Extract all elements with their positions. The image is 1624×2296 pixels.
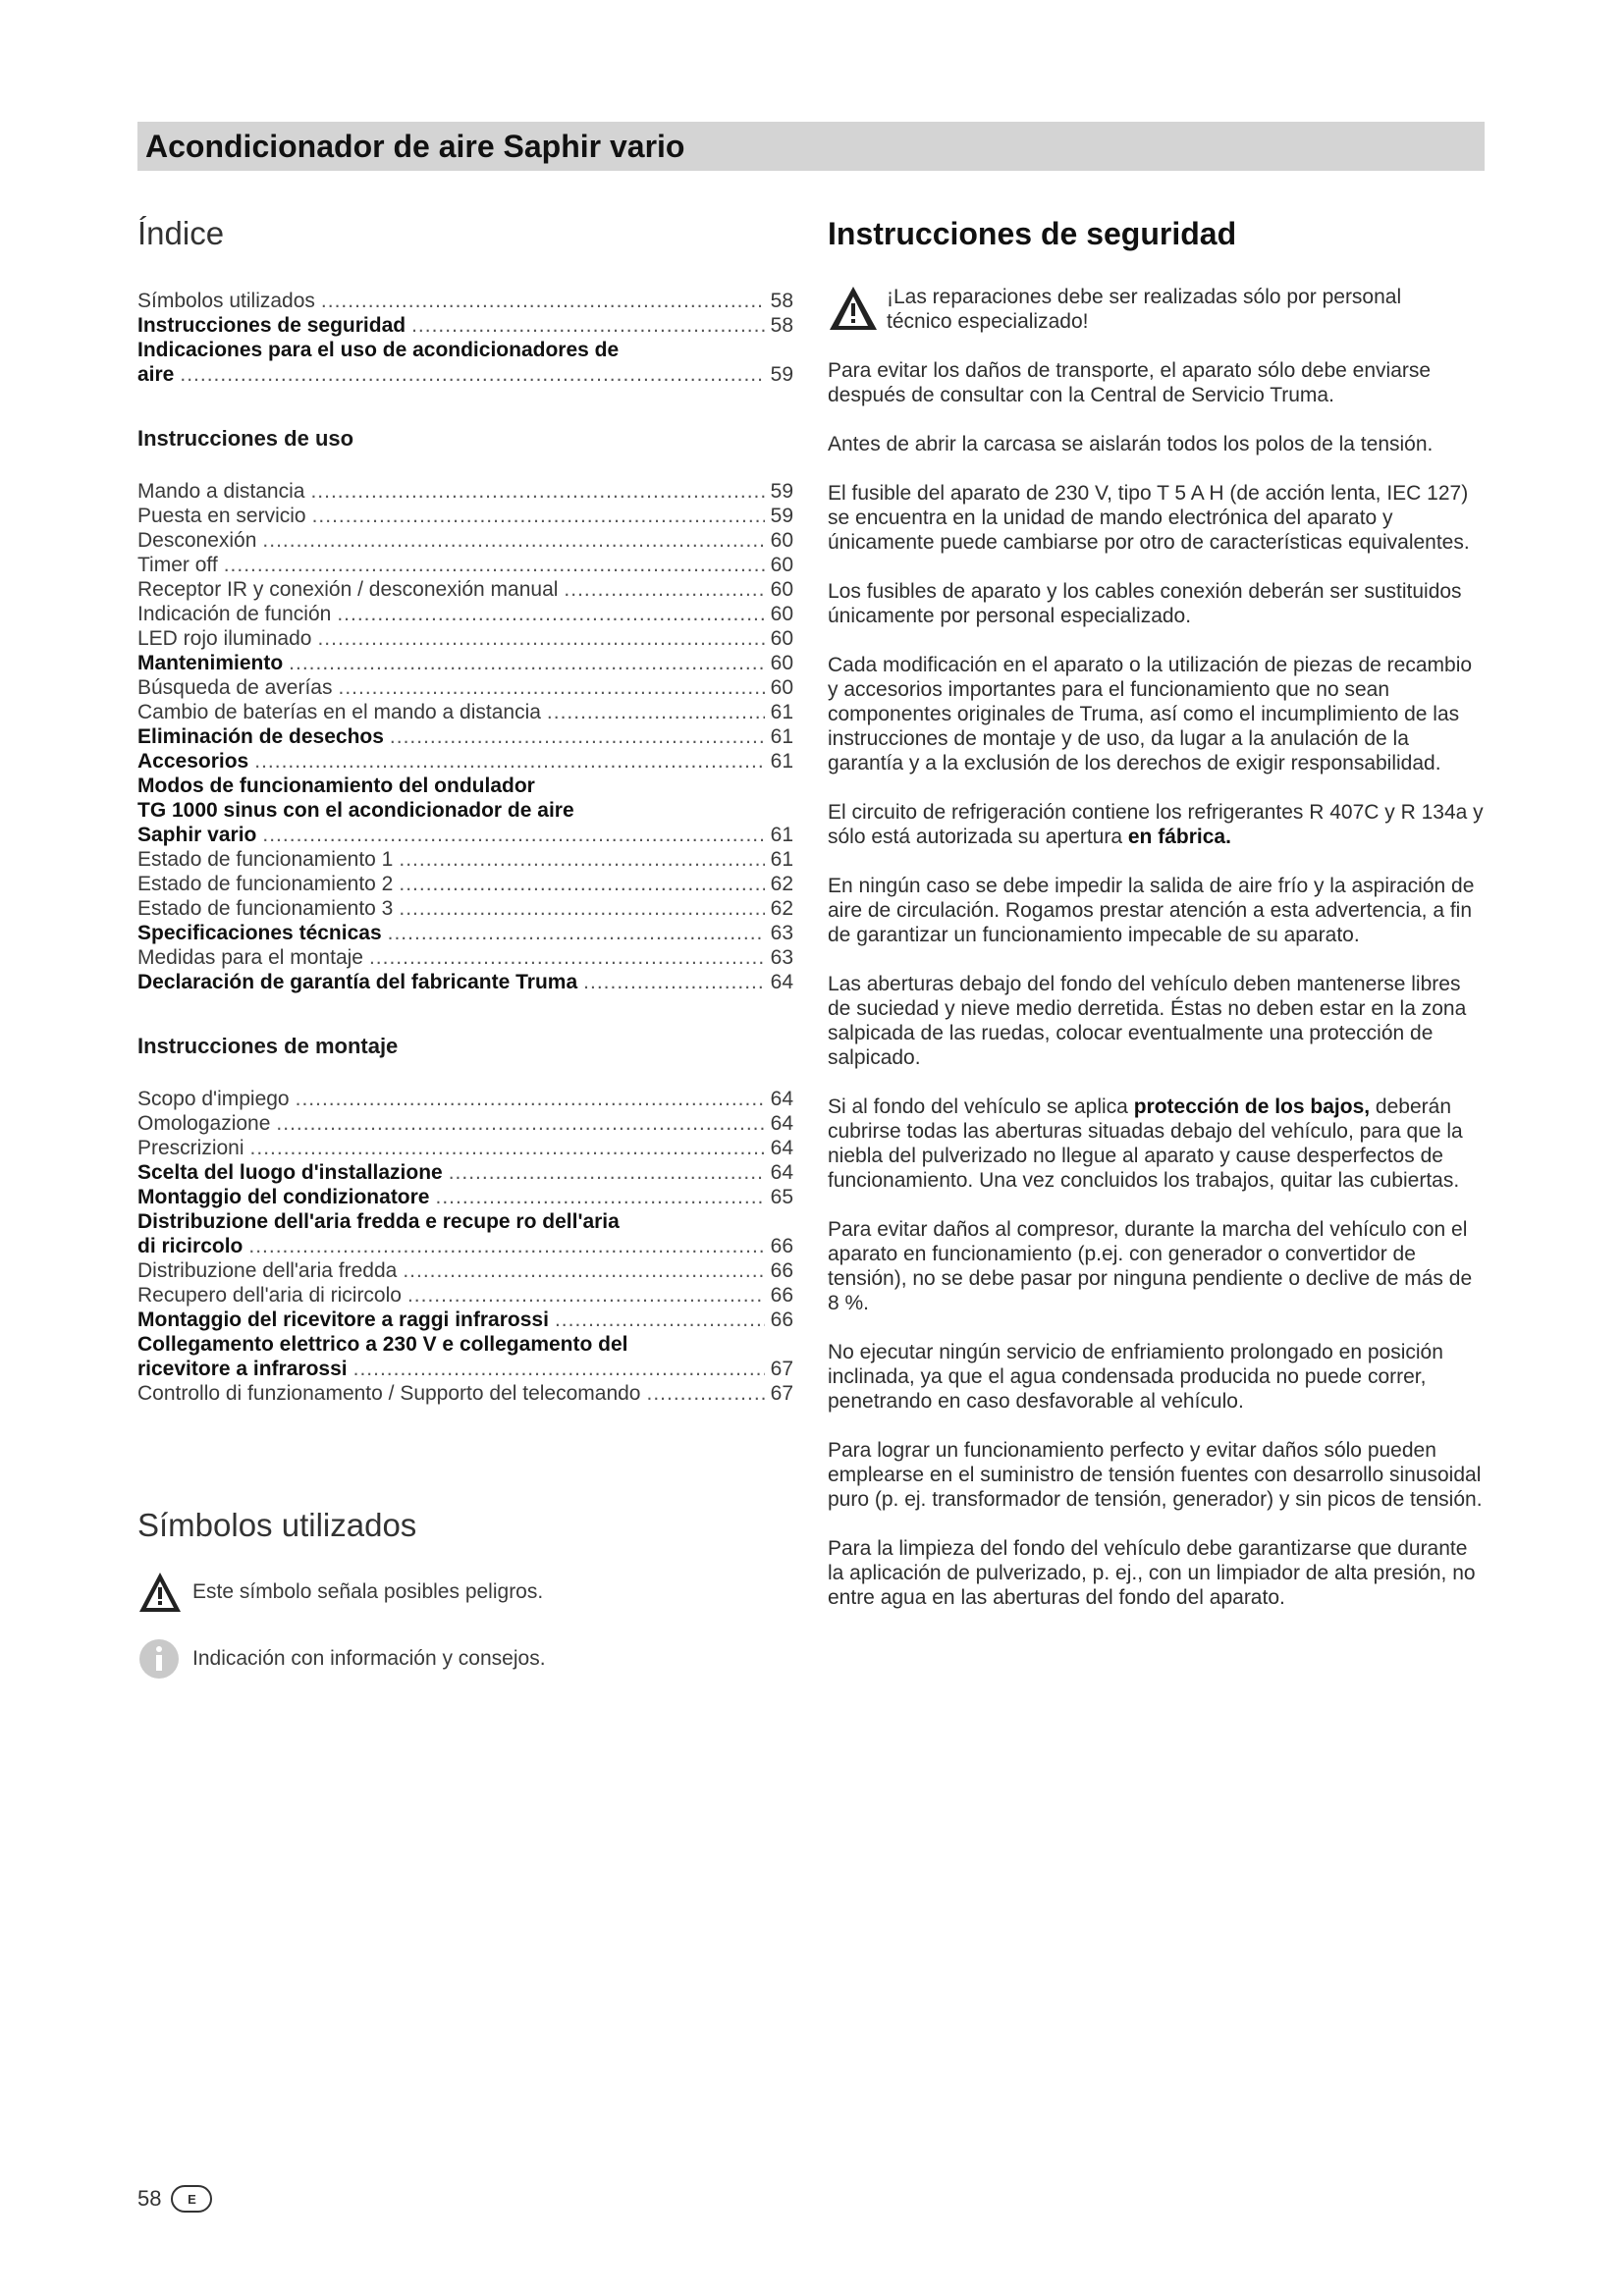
toc-leader [555, 1308, 765, 1332]
toc-entry[interactable] [137, 896, 793, 921]
toc-leader [254, 749, 764, 774]
safety-paragraph [828, 800, 1485, 849]
toc-entry[interactable] [137, 823, 793, 847]
toc-entry-page: 66 [770, 1284, 793, 1307]
info-symbol-row [137, 1637, 793, 1681]
toc-entry-page: 61 [770, 848, 793, 871]
toc-entry-page: 58 [770, 314, 793, 337]
warning-symbol-text: Este símbolo señala posibles peligros. [192, 1580, 544, 1603]
toc-entry[interactable] [137, 675, 793, 700]
toc-entry-page: 64 [770, 971, 793, 993]
toc-entry-page: 64 [770, 1137, 793, 1159]
toc-entry-text: ricevitore a infrarossi [137, 1358, 348, 1380]
toc-entry[interactable] [137, 479, 793, 504]
toc-entry-page: 64 [770, 1088, 793, 1110]
toc-entry-text: Desconexión [137, 529, 257, 552]
toc-leader [310, 479, 764, 504]
toc-leader [390, 724, 765, 749]
toc-leader [399, 896, 764, 921]
toc-leader [262, 528, 764, 553]
info-symbol-text: Indicación con información y consejos. [192, 1647, 546, 1670]
toc-entry[interactable] [137, 553, 793, 577]
toc-heading-uso: Instrucciones de uso [137, 426, 354, 451]
safety-paragraph: El fusible del aparato de 230 V, tipo T 5 A H (de acción lenta, IEC 127) se encuentra en la unidad de mando electrónica del aparato y únicamente puede cambiarse por otro de características equivalentes. [828, 482, 1470, 554]
index-title: Índice [137, 215, 225, 251]
paragraph-text: Si al fondo del vehículo se aplica [828, 1095, 1134, 1118]
toc-entry-page: 59 [770, 480, 793, 503]
toc-leader [250, 1136, 765, 1160]
toc-entry-page: 61 [770, 750, 793, 773]
safety-paragraph: No ejecutar ningún servicio de enfriamiento prolongado en posición inclinada, ya que el agua condensada producida no puede correr, penetrando en caso desfavorable al vehículo. [828, 1341, 1443, 1413]
toc-entry[interactable]: Indicaciones para el uso de acondicionadores de [137, 339, 620, 361]
toc-leader [180, 362, 764, 387]
toc-entry[interactable] [137, 1283, 793, 1308]
toc-entry-text: di ricircolo [137, 1235, 244, 1257]
toc-leader [407, 1283, 765, 1308]
safety-title: Instrucciones de seguridad [828, 216, 1237, 251]
toc-entry-text: Estado de funcionamiento 1 [137, 848, 394, 871]
toc-entry-page: 60 [770, 627, 793, 650]
toc-entry[interactable] [137, 528, 793, 553]
safety-paragraph: Para evitar daños al compresor, durante la marcha del vehículo con el aparato en funcionamiento (p.ej. con generador o convertidor de tensión), no se debe pasar por ninguna pendiente o declive de más de 8 %. [828, 1218, 1473, 1314]
toc-entry[interactable]: Distribuzione dell'aria fredda e recupe ro dell'aria [137, 1210, 620, 1233]
toc-entry[interactable] [137, 626, 793, 651]
toc-entry-page: 61 [770, 824, 793, 846]
toc-entry[interactable] [137, 362, 793, 387]
safety-paragraph: Cada modificación en el aparato o la utilización de piezas de recambio y accesorios importantes para el funcionamiento que no sean componentes originales de Truma, así como el incumplimiento de las instrucciones de montaje y de uso, da lugar a la anulación de la garantía y a la exclusión de los derechos de exigir responsabilidad. [828, 654, 1473, 774]
toc-entry-text: Recupero dell'aria di ricircolo [137, 1284, 402, 1307]
toc-entry-text: Accesorios [137, 750, 249, 773]
toc-entry[interactable] [137, 1185, 793, 1209]
toc-entry-page: 60 [770, 578, 793, 601]
warning-triangle-icon [137, 1571, 183, 1614]
toc-entry[interactable] [137, 1136, 793, 1160]
symbols-title: Símbolos utilizados [137, 1507, 417, 1543]
toc-leader [321, 289, 765, 313]
toc-entry[interactable] [137, 1087, 793, 1111]
toc-entry[interactable] [137, 1234, 793, 1258]
symbols-section [137, 1504, 793, 1681]
toc-entry-text: Declaración de garantía del fabricante Truma [137, 971, 578, 993]
safety-warning [828, 285, 1485, 334]
toc-leader [312, 504, 765, 528]
toc-entry-page: 66 [770, 1235, 793, 1257]
toc-leader [248, 1234, 764, 1258]
toc-entry-page: 58 [770, 290, 793, 312]
toc-leader [399, 872, 764, 896]
paragraph-text: El circuito de refrigeración contiene los refrigerantes R 407C y R 134a y sólo está autorizada su apertura [828, 801, 1484, 848]
toc-leader [436, 1185, 765, 1209]
info-icon [137, 1637, 183, 1681]
toc-entry-text: Prescrizioni [137, 1137, 244, 1159]
toc-entry[interactable]: Collegamento elettrico a 230 V e collegamento del [137, 1333, 628, 1356]
toc-entry-text: Distribuzione dell'aria fredda [137, 1259, 398, 1282]
toc-entry-text: Estado de funcionamiento 3 [137, 897, 394, 920]
toc-entry-text: aire [137, 363, 175, 386]
toc-entry[interactable] [137, 970, 793, 994]
toc-entry-page: 67 [770, 1358, 793, 1380]
safety-paragraph [828, 1095, 1485, 1193]
toc-entry[interactable] [137, 289, 793, 313]
toc-leader [583, 970, 764, 994]
table-of-contents [137, 289, 793, 1406]
toc-entry-page: 66 [770, 1259, 793, 1282]
warning-triangle-icon [828, 285, 879, 332]
toc-entry[interactable] [137, 577, 793, 602]
toc-heading-montaje: Instrucciones de montaje [137, 1034, 399, 1058]
safety-paragraph: En ningún caso se debe impedir la salida de aire frío y la aspiración de aire de circulación. Rogamos prestar atención a esta advertencia, a fin de garantizar un funcionamiento impecable de su aparato. [828, 875, 1475, 946]
toc-entry-page: 60 [770, 554, 793, 576]
safety-paragraph: Los fusibles de aparato y los cables conexión deberán ser sustituidos únicamente por personal especializado. [828, 580, 1462, 627]
toc-entry-text: Eliminación de desechos [137, 725, 384, 748]
toc-entry-page: 63 [770, 922, 793, 944]
toc-entry-page: 60 [770, 652, 793, 674]
toc-leader [262, 823, 764, 847]
safety-column [828, 212, 1485, 1634]
toc-entry-page: 65 [770, 1186, 793, 1208]
toc-entry[interactable]: TG 1000 sinus con el acondicionador de aire [137, 799, 574, 822]
toc-entry-text: Mando a distancia [137, 480, 305, 503]
toc-entry-text: LED rojo iluminado [137, 627, 312, 650]
toc-leader [647, 1381, 765, 1406]
safety-warning-line1: ¡Las reparaciones debe ser realizadas sólo por personal [887, 286, 1402, 308]
page-header: Acondicionador de aire Saphir vario [137, 122, 1485, 171]
language-badge: E [171, 2185, 212, 2213]
toc-leader [547, 700, 765, 724]
toc-group-montaje [137, 1034, 793, 1406]
toc-leader [369, 945, 765, 970]
toc-entry-page: 64 [770, 1161, 793, 1184]
toc-entry-page: 61 [770, 701, 793, 723]
toc-leader [411, 313, 765, 338]
toc-entry-text: Estado de funcionamiento 2 [137, 873, 394, 895]
toc-entry-text: Búsqueda de averías [137, 676, 333, 699]
toc-entry[interactable] [137, 1160, 793, 1185]
toc-entry[interactable] [137, 700, 793, 724]
safety-warning-line2: técnico especializado! [887, 310, 1089, 333]
toc-entry-page: 66 [770, 1308, 793, 1331]
toc-entry-text: Receptor IR y conexión / desconexión manual [137, 578, 559, 601]
toc-entry-text: Medidas para el montaje [137, 946, 363, 969]
toc-leader [353, 1357, 765, 1381]
toc-entry-page: 59 [770, 505, 793, 527]
toc-group-general [137, 289, 793, 387]
paragraph-emphasis: en fábrica. [1127, 826, 1231, 848]
toc-entry[interactable] [137, 1357, 793, 1381]
toc-entry-text: Indicación de función [137, 603, 332, 625]
toc-entry-text: Specificaciones técnicas [137, 922, 382, 944]
safety-paragraph: Para la limpieza del fondo del vehículo debe garantizarse que durante la aplicación de pulverizado, p. ej., con un limpiador de alta presión, no entre agua en las aberturas del fondo del aparato. [828, 1537, 1476, 1609]
toc-entry[interactable] [137, 1111, 793, 1136]
toc-entry[interactable] [137, 1258, 793, 1283]
toc-entry[interactable] [137, 1381, 793, 1406]
page-footer [137, 2185, 212, 2213]
toc-leader [403, 1258, 764, 1283]
toc-entry-page: 64 [770, 1112, 793, 1135]
toc-entry[interactable] [137, 504, 793, 528]
toc-entry-text: Puesta en servicio [137, 505, 306, 527]
safety-paragraph: Las aberturas debajo del fondo del vehículo deben mantenerse libres de suciedad y nieve medio derretida. Éstas no deben estar en la zona salpicada de las ruedas, colocar eventualmente una protección de salpicado. [828, 973, 1467, 1069]
toc-entry-text: Mantenimiento [137, 652, 284, 674]
toc-group-uso [137, 426, 793, 994]
toc-leader [296, 1087, 765, 1111]
toc-leader [317, 626, 764, 651]
toc-entry[interactable] [137, 945, 793, 970]
index-column [137, 212, 793, 1445]
page-number: 58 [137, 2186, 162, 2211]
toc-entry-page: 62 [770, 873, 793, 895]
toc-entry-text: Controllo di funzionamento / Supporto del telecomando [137, 1382, 641, 1405]
toc-entry-page: 62 [770, 897, 793, 920]
paragraph-text: deberán cubrirse todas las aberturas situadas debajo del vehículo, para que la niebla del pulverizado no llegue al aparato y cause desperfectos de funcionamiento. Una vez concluidos los trabajos, quitar las cubiertas. [828, 1095, 1463, 1192]
toc-entry[interactable] [137, 921, 793, 945]
toc-entry[interactable] [137, 602, 793, 626]
toc-entry[interactable] [137, 724, 793, 749]
toc-entry-page: 63 [770, 946, 793, 969]
toc-entry-text: Omologazione [137, 1112, 271, 1135]
toc-entry[interactable] [137, 749, 793, 774]
toc-leader [224, 553, 765, 577]
toc-entry-page: 60 [770, 529, 793, 552]
toc-entry-text: Saphir vario [137, 824, 257, 846]
toc-leader [276, 1111, 764, 1136]
toc-entry-text: Instrucciones de seguridad [137, 314, 406, 337]
toc-entry-text: Montaggio del ricevitore a raggi infrarossi [137, 1308, 549, 1331]
toc-entry-page: 67 [770, 1382, 793, 1405]
toc-entry[interactable] [137, 872, 793, 896]
toc-entry-text: Timer off [137, 554, 218, 576]
toc-entry[interactable] [137, 847, 793, 872]
safety-paragraph: Para evitar los daños de transporte, el aparato sólo debe enviarse después de consultar con la Central de Servicio Truma. [828, 359, 1432, 406]
toc-entry-page: 60 [770, 676, 793, 699]
toc-leader [449, 1160, 765, 1185]
toc-leader [337, 602, 764, 626]
warning-symbol-row [137, 1571, 793, 1614]
toc-leader [289, 651, 764, 675]
paragraph-emphasis: protección de los bajos, [1133, 1095, 1371, 1118]
toc-entry-text: Cambio de baterías en el mando a distancia [137, 701, 541, 723]
toc-entry-page: 59 [770, 363, 793, 386]
toc-entry-page: 60 [770, 603, 793, 625]
toc-entry-page: 61 [770, 725, 793, 748]
toc-entry-text: Scelta del luogo d'installazione [137, 1161, 443, 1184]
toc-entry-text: Símbolos utilizados [137, 290, 315, 312]
toc-leader [399, 847, 764, 872]
toc-entry[interactable] [137, 313, 793, 338]
toc-entry-text: Montaggio del condizionatore [137, 1186, 430, 1208]
toc-leader [388, 921, 765, 945]
toc-entry[interactable] [137, 651, 793, 675]
toc-entry-text: Scopo d'impiego [137, 1088, 290, 1110]
safety-paragraph: Para lograr un funcionamiento perfecto y evitar daños sólo pueden emplearse en el suministro de tensión fuentes con desarrollo sinusoidal puro (p. ej. transformador de tensión, generador) y sin picos de tensión. [828, 1439, 1483, 1511]
toc-leader [338, 675, 764, 700]
toc-entry[interactable]: Modos de funcionamiento del ondulador [137, 774, 535, 797]
toc-entry[interactable] [137, 1308, 793, 1332]
safety-paragraph: Antes de abrir la carcasa se aislarán todos los polos de la tensión. [828, 433, 1434, 455]
toc-leader [564, 577, 764, 602]
